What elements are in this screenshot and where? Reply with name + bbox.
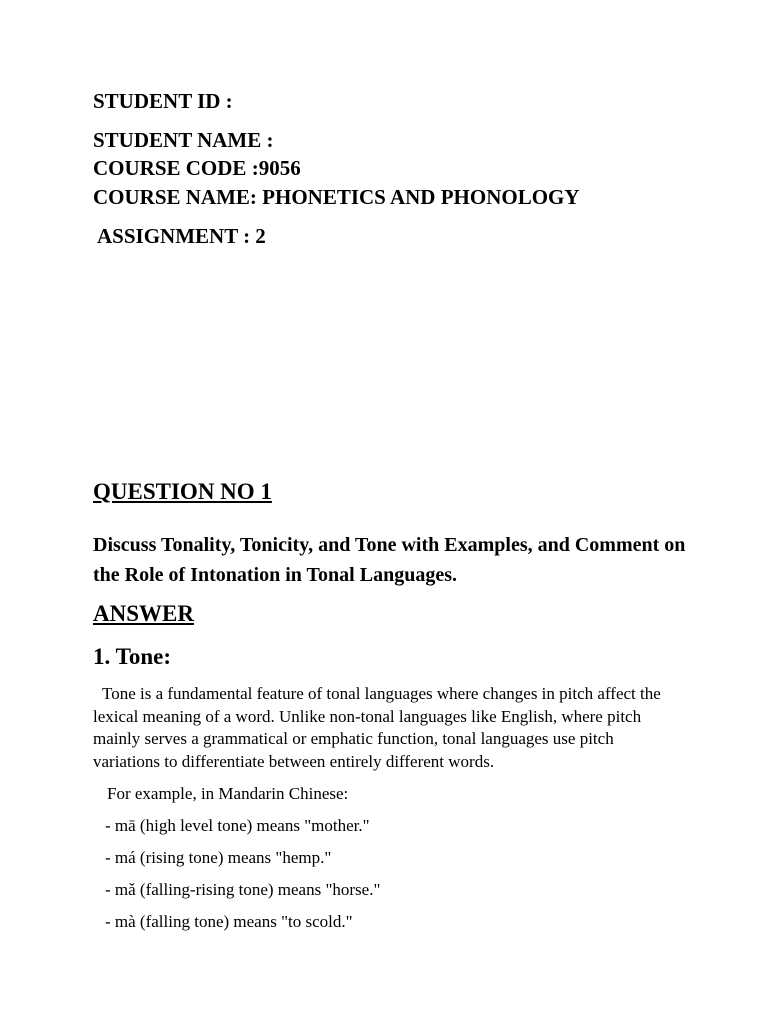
- student-id-label: STUDENT ID :: [93, 89, 233, 113]
- example-item: - má (rising tone) means "hemp.": [105, 848, 332, 867]
- course-name-label: COURSE NAME: PHONETICS AND PHONOLOGY: [93, 185, 580, 209]
- question-text: Discuss Tonality, Tonicity, and Tone with Examples, and Comment on the Role of Intonation in Tonal Languages.: [93, 534, 686, 586]
- example-item: - mà (falling tone) means "to scold.": [105, 912, 353, 931]
- section-title-tone: 1. Tone:: [93, 644, 171, 669]
- example-intro: For example, in Mandarin Chinese:: [107, 784, 349, 803]
- assignment-label: ASSIGNMENT : 2: [97, 224, 266, 248]
- course-code-value: 9056: [258, 156, 301, 180]
- course-code-line: [93, 156, 301, 180]
- tone-paragraph: Tone is a fundamental feature of tonal languages where changes in pitch affect the lexical meaning of a word. Unlike non-tonal languages like English, where pitch mainly serves a grammatical or emphatic function, tonal languages use pitch variations to differentiate between entirely different words.: [93, 684, 661, 772]
- student-name-label: STUDENT NAME :: [93, 128, 274, 152]
- course-code-label: COURSE CODE :: [93, 156, 259, 180]
- example-item: - mǎ (falling-rising tone) means "horse.": [105, 880, 381, 899]
- example-item: - mā (high level tone) means "mother.": [105, 816, 370, 835]
- answer-title: ANSWER: [93, 601, 194, 626]
- question-title: QUESTION NO 1: [93, 479, 272, 504]
